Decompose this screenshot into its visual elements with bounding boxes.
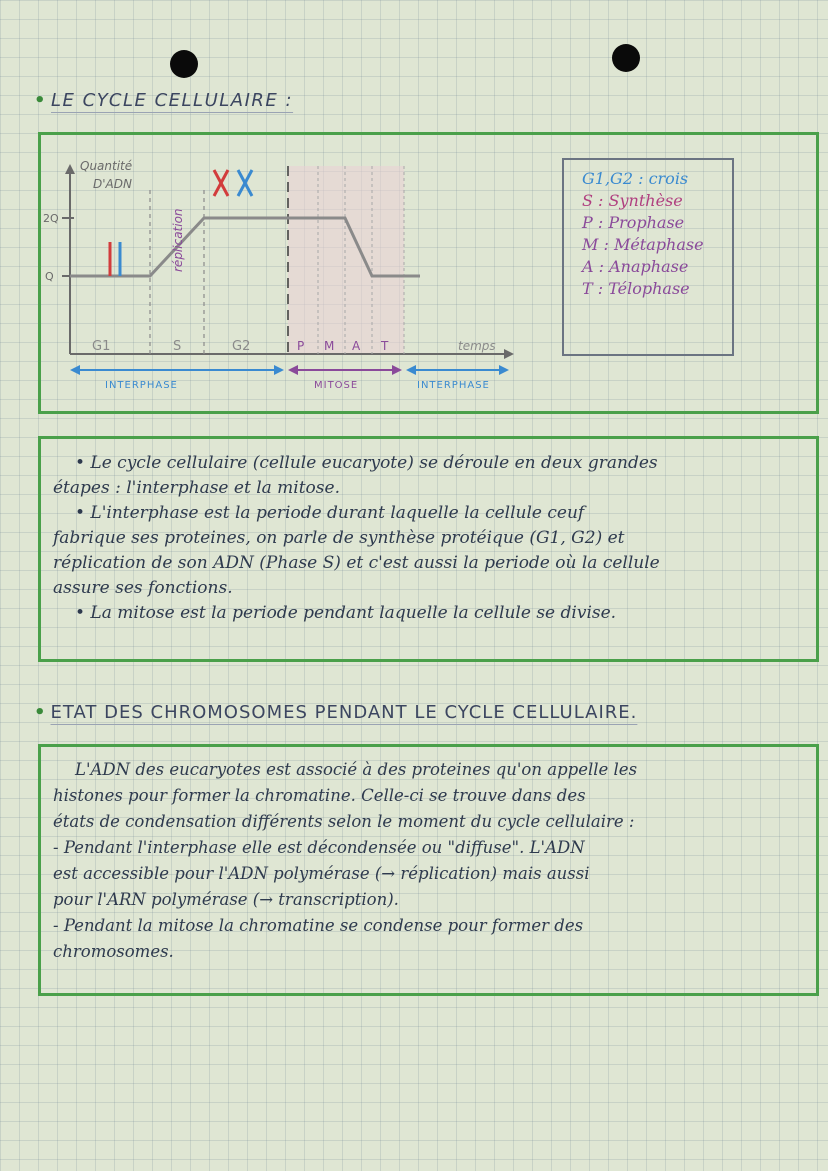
s-phase-vertical-label: réplication [171,208,185,272]
para2-line6: pour l'ARN polymérase (→ transcription). [53,890,399,909]
para2-line2: histones pour former la chromatine. Celle-ci se trouve dans des [53,786,586,805]
y-label-line2: D'ADN [93,177,132,191]
bullet-dot-icon: • [34,702,47,723]
interphase-arrow-right-icon [274,365,284,375]
phase-label-a: A [352,339,361,353]
para2-line1: L'ADN des eucaryotes est associé à des proteines qu'on appelle les [75,760,638,779]
interphase2-label: INTERPHASE [417,380,490,391]
phase-label-g1: G1 [92,339,111,354]
legend-line-g1g2: G1,G2 : crois [582,169,689,188]
para2-line5: est accessible pour l'ADN polymérase (→ réplication) mais aussi [53,864,590,883]
section-title-text: ETAT DES CHROMOSOMES PENDANT LE CYCLE CELLULAIRE. [50,702,638,723]
y-axis-arrow-icon [65,164,75,174]
para2-line7: - Pendant la mitose la chromatine se condense pour former des [53,916,584,935]
legend-line-s: S : Synthèse [582,191,683,210]
y-label-line1: Quantité [80,159,133,173]
para1-line4: fabrique ses proteines, on parle de synthèse protéique (G1, G2) et [53,528,625,548]
paragraph-box-chromosomes [38,744,819,996]
chromosome-x-blue-icon [238,170,252,196]
interphase2-arrow-right-icon [499,365,509,375]
para2-line8: chromosomes. [53,942,174,961]
interphase2-arrow-left-icon [406,365,416,375]
mitosis-shading [288,166,404,354]
phase-label-g2: G2 [232,339,251,354]
interphase-label: INTERPHASE [105,380,178,391]
section-title-chromosomes [34,702,637,723]
chromosome-x-red-icon [214,170,228,196]
mitose-arrow-left-icon [288,365,298,375]
section-title-text: LE CYCLE CELLULAIRE : [51,90,294,111]
mitose-label: MITOSE [314,380,359,391]
legend-line-p: P : Prophase [582,213,685,232]
bullet-dot-icon: • [34,90,48,111]
legend-box [562,158,734,356]
legend-line-m: M : Métaphase [582,235,704,254]
para2-line4: - Pendant l'interphase elle est décondensée ou "diffuse". L'ADN [53,838,585,857]
para1-line2: étapes : l'interphase et la mitose. [53,478,340,498]
para2-line3: états de condensation différents selon le moment du cycle cellulaire : [53,812,635,831]
legend-line-t: T : Télophase [582,279,690,298]
para1-line5: réplication de son ADN (Phase S) et c'est aussi la periode où la cellule [53,553,660,573]
x-axis-label: temps [458,339,496,353]
interphase-arrow-left-icon [70,365,80,375]
paragraph-box-cycle [38,436,819,662]
para1-line7: • La mitose est la periode pendant laquelle la cellule se divise. [75,603,617,623]
phase-label-p: P [297,339,305,353]
para1-line6: assure ses fonctions. [53,578,233,598]
phase-label-m: M [324,339,335,353]
y-tick-low-label: Q [45,270,54,283]
x-axis-arrow-icon [504,349,514,359]
phase-label-t: T [381,339,389,353]
para1-line1: • Le cycle cellulaire (cellule eucaryote) se déroule en deux grandes [75,453,658,473]
para1-line3: • L'interphase est la periode durant laquelle la cellule ceuf [75,503,585,523]
legend-line-a: A : Anaphase [582,257,689,276]
mitose-arrow-right-icon [392,365,402,375]
y-tick-high-label: 2Q [43,212,59,225]
phase-label-s: S [173,339,182,354]
